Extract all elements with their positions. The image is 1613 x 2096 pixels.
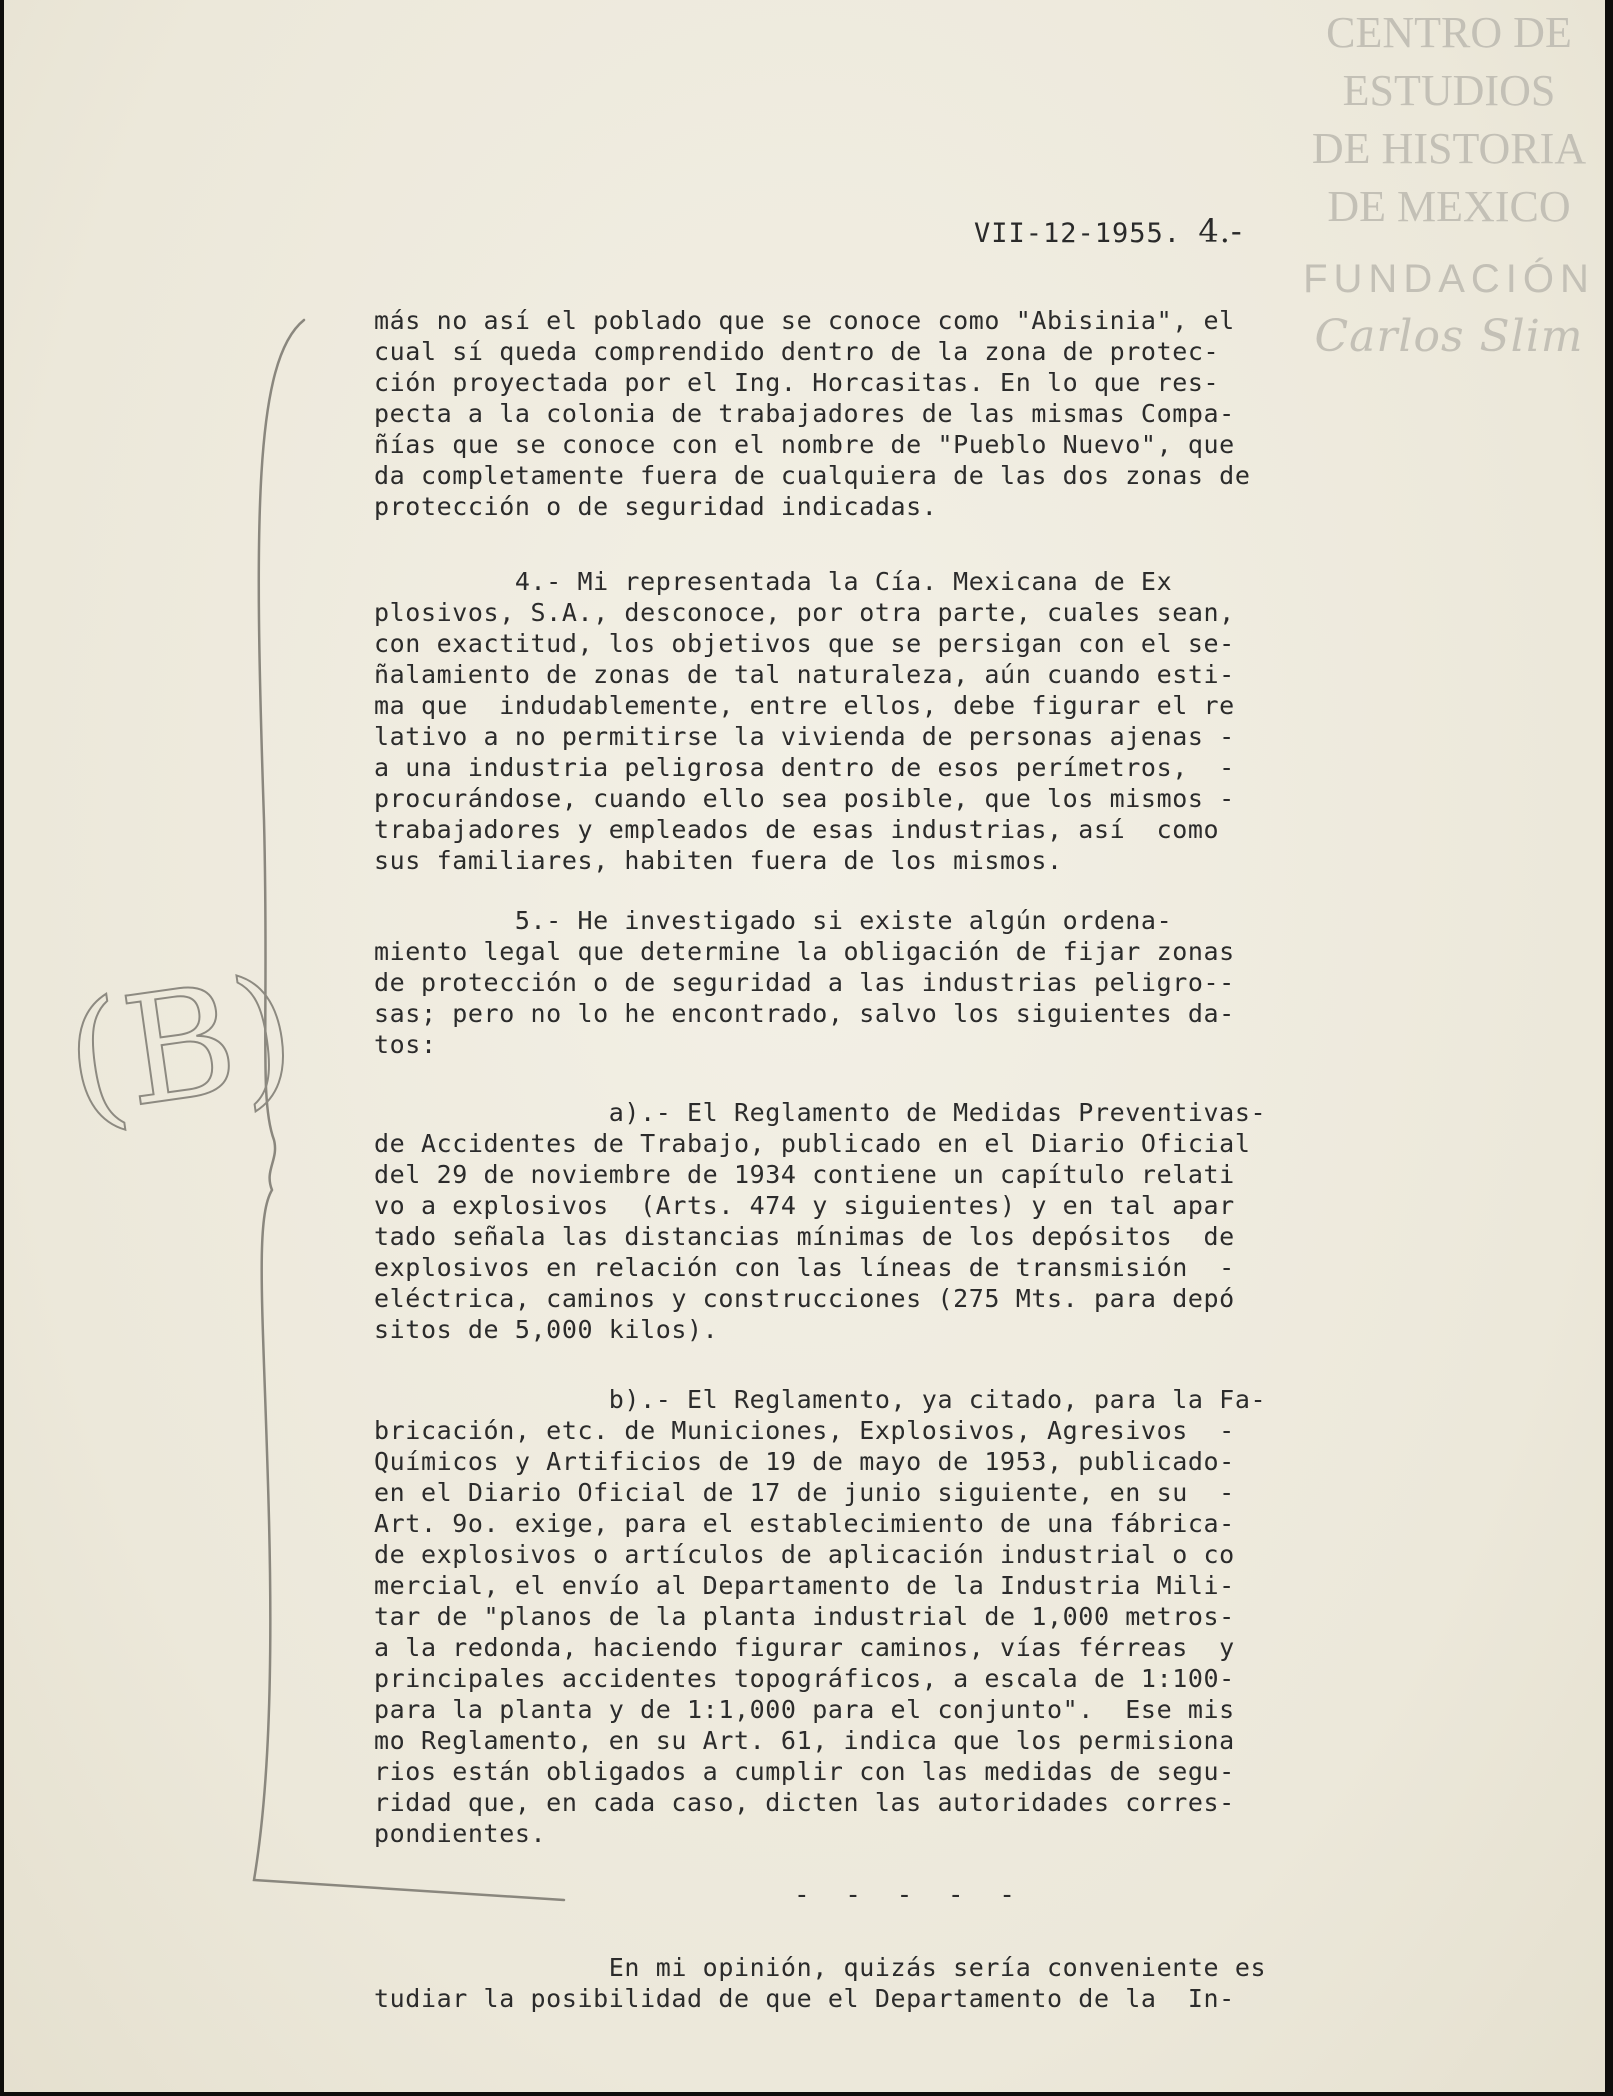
watermark-line: DE HISTORIA: [1311, 124, 1587, 173]
pencil-annotation-b: [55, 900, 305, 1160]
text-line: mo Reglamento, en su Art. 61, indica que los permisiona: [374, 1726, 1235, 1755]
annotation-text: (B): [55, 944, 305, 1149]
text-line: más no así el poblado que se conoce como "Abisinia", el: [374, 306, 1235, 335]
text-line: bricación, etc. de Municiones, Explosivos, Agresivos -: [374, 1416, 1235, 1445]
text-line: miento legal que determine la obligación de fijar zonas: [374, 937, 1235, 966]
text-line: a).- El Reglamento de Medidas Preventivas-: [374, 1098, 1267, 1127]
text-line: trabajadores y empleados de esas industrias, así como: [374, 815, 1220, 844]
paragraph-b: [374, 1384, 1434, 1849]
paragraph-intro: [374, 305, 1434, 522]
section-separator: - - - - -: [794, 1880, 1025, 1910]
text-line: explosivos en relación con las líneas de transmisión -: [374, 1253, 1235, 1282]
watermark-line: CENTRO DE: [1326, 8, 1572, 57]
text-line: para la planta y de 1:1,000 para el conjunto". Ese mis: [374, 1695, 1235, 1724]
text-line: mercial, el envío al Departamento de la Industria Mili-: [374, 1571, 1235, 1600]
watermark-fundacion: FUNDACIÓN: [1303, 257, 1595, 301]
text-line: en el Diario Oficial de 17 de junio siguiente, en su -: [374, 1478, 1235, 1507]
text-line: tado señala las distancias mínimas de los depósitos de: [374, 1222, 1235, 1251]
text-line: ñalamiento de zonas de tal naturaleza, aún cuando esti-: [374, 660, 1235, 689]
text-line: sus familiares, habiten fuera de los mismos.: [374, 846, 1063, 875]
text-line: ción proyectada por el Ing. Horcasitas. En lo que res-: [374, 368, 1220, 397]
text-line: rios están obligados a cumplir con las medidas de segu-: [374, 1757, 1235, 1786]
text-line: sitos de 5,000 kilos).: [374, 1315, 719, 1344]
text-line: con exactitud, los objetivos que se persigan con el se-: [374, 629, 1235, 658]
text-line: protección o de seguridad indicadas.: [374, 492, 938, 521]
text-line: cual sí queda comprendido dentro de la zona de protec-: [374, 337, 1220, 366]
paragraph-final: [374, 1952, 1434, 2014]
text-line: Químicos y Artificios de 19 de mayo de 1953, publicado-: [374, 1447, 1235, 1476]
text-line: pondientes.: [374, 1819, 547, 1848]
text-line: ñías que se conoce con el nombre de "Pueblo Nuevo", que: [374, 430, 1235, 459]
text-line: del 29 de noviembre de 1934 contiene un capítulo relati: [374, 1160, 1235, 1189]
text-line: eléctrica, caminos y construcciones (275 Mts. para depó: [374, 1284, 1235, 1313]
document-page: [4, 0, 1605, 2092]
watermark-line: DE MEXICO: [1327, 182, 1571, 231]
text-line: lativo a no permitirse la vivienda de personas ajenas -: [374, 722, 1235, 751]
text-line: plosivos, S.A., desconoce, por otra parte, cuales sean,: [374, 598, 1235, 627]
text-line: a la redonda, haciendo figurar caminos, vías férreas y: [374, 1633, 1235, 1662]
text-line: de protección o de seguridad a las industrias peligro--: [374, 968, 1235, 997]
page-number: 4.-: [1198, 212, 1243, 250]
text-line: pecta a la colonia de trabajadores de las mismas Compa-: [374, 399, 1235, 428]
text-line: ma que indudablemente, entre ellos, debe figurar el re: [374, 691, 1235, 720]
document-date: VII-12-1955.: [974, 218, 1182, 249]
text-line: tos:: [374, 1030, 437, 1059]
watermark-signature: Carlos Slim: [1314, 311, 1584, 362]
text-line: b).- El Reglamento, ya citado, para la Fa-: [374, 1385, 1267, 1414]
text-line: a una industria peligrosa dentro de esos perímetros, -: [374, 753, 1235, 782]
page-header: [974, 212, 1243, 250]
text-line: de Accidentes de Trabajo, publicado en el Diario Oficial: [374, 1129, 1251, 1158]
text-line: de explosivos o artículos de aplicación industrial o co: [374, 1540, 1235, 1569]
text-line: 5.- He investigado si existe algún ordena-: [374, 906, 1173, 935]
text-line: 4.- Mi representada la Cía. Mexicana de Ex: [374, 567, 1173, 596]
paragraph-4: [374, 566, 1434, 876]
text-line: ridad que, en cada caso, dicten las autoridades corres-: [374, 1788, 1235, 1817]
paragraph-5: [374, 905, 1434, 1060]
text-line: tar de "planos de la planta industrial de 1,000 metros-: [374, 1602, 1235, 1631]
watermark-line: ESTUDIOS: [1342, 66, 1556, 115]
text-line: da completamente fuera de cualquiera de las dos zonas de: [374, 461, 1251, 490]
text-line: vo a explosivos (Arts. 474 y siguientes) y en tal apar: [374, 1191, 1235, 1220]
text-line: tudiar la posibilidad de que el Departamento de la In-: [374, 1984, 1235, 2013]
paragraph-a: [374, 1097, 1434, 1345]
text-line: sas; pero no lo he encontrado, salvo los siguientes da-: [374, 999, 1235, 1028]
text-line: En mi opinión, quizás sería conveniente es: [374, 1953, 1267, 1982]
text-line: procurándose, cuando ello sea posible, que los mismos -: [374, 784, 1235, 813]
text-line: principales accidentes topográficos, a escala de 1:100-: [374, 1664, 1235, 1693]
text-line: Art. 9o. exige, para el establecimiento de una fábrica-: [374, 1509, 1235, 1538]
